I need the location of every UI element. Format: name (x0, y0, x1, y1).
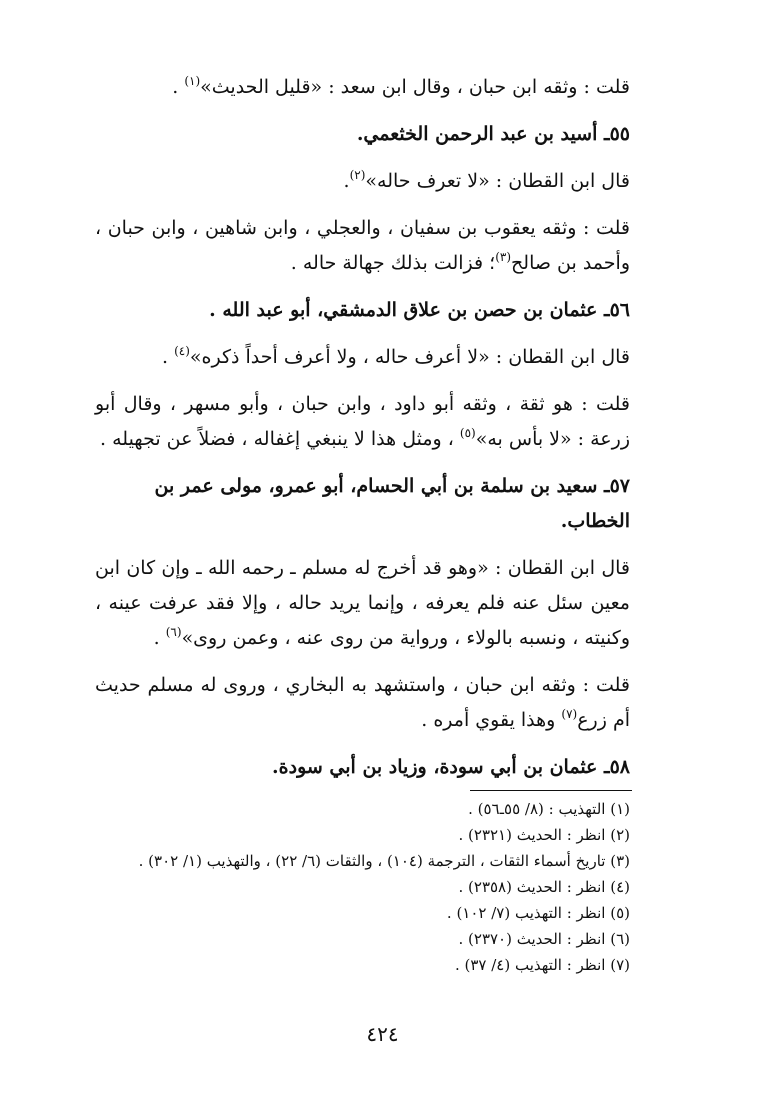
main-text (95, 70, 630, 797)
paragraph: قلت : وثقه يعقوب بن سفيان ، والعجلي ، وابن شاهين ، وابن حبان ، وأحمد بن صالح$^{(٣)}$؛ فزالت بذلك جهالة حاله . (95, 217, 630, 274)
footnote-divider (470, 790, 632, 791)
entry-heading: ٥٨ـ عثمان بن أبي سودة، وزياد بن أبي سودة. (272, 756, 630, 778)
paragraph: قال ابن القطان : «لا أعرف حاله ، ولا أعرف أحداً ذكره»$^{(٤)}$ . (161, 344, 630, 368)
footnote: (٢) انظر : الحديث (٢٣٢١) . (458, 826, 630, 844)
paragraph: قال ابن القطان : «وهو قد أخرج له مسلم ـ رحمه الله ـ وإن كان ابن معين سئل عنه فلم يعرفه ، وإنما يريد حاله ، وإلا فقد عرفت عينه ، وكنيته ، ونسبه بالولاء ، ورواية من روى عنه ، وعمن روى»$^{(٦)}$ . (95, 557, 630, 649)
footnote: (٤) انظر : الحديث (٢٣٥٨) . (458, 878, 630, 896)
footnote: (٥) انظر : التهذيب (٧/ ١٠٢) . (446, 904, 630, 922)
footnote: (٦) انظر : الحديث (٢٣٧٠) . (458, 930, 630, 948)
paragraph: قال ابن القطان : «لا تعرف حاله»$^{(٢)}$. (343, 168, 630, 192)
paragraph: قلت : هو ثقة ، وثقه أبو داود ، وابن حبان ، وأبو مسهر ، وقال أبو زرعة : «لا بأس به»$^{(٥)}$ ، ومثل هذا لا ينبغي إغفاله ، فضلاً عن تجهيله . (95, 393, 630, 450)
paragraph: قلت : وثقه ابن حبان ، وقال ابن سعد : «قليل الحديث»$^{(١)}$ . (172, 74, 630, 98)
footnote: (١) التهذيب : (٨/ ٥٥ـ٥٦) . (468, 800, 630, 818)
entry-heading: ٥٦ـ عثمان بن حصن بن علاق الدمشقي، أبو عبد الله . (209, 299, 630, 321)
footnote: (٧) انظر : التهذيب (٤/ ٣٧) . (454, 956, 630, 974)
page-number: ٤٢٤ (366, 1022, 399, 1046)
entry-heading: ٥٧ـ سعيد بن سلمة بن أبي الحسام، أبو عمرو، مولى عمر بن الخطاب. (154, 475, 630, 532)
footnote: (٣) تاريخ أسماء الثقات ، الترجمة (١٠٤) ، والثقات (٦/ ٢٢) ، والتهذيب (١/ ٣٠٢) . (138, 852, 630, 870)
footnotes (95, 796, 630, 978)
paragraph: قلت : وثقه ابن حبان ، واستشهد به البخاري ، وروى له مسلم حديث أم زرع$^{(٧)}$ وهذا يقوي أمره . (95, 674, 630, 731)
entry-heading: ٥٥ـ أسيد بن عبد الرحمن الخثعمي. (356, 123, 630, 145)
